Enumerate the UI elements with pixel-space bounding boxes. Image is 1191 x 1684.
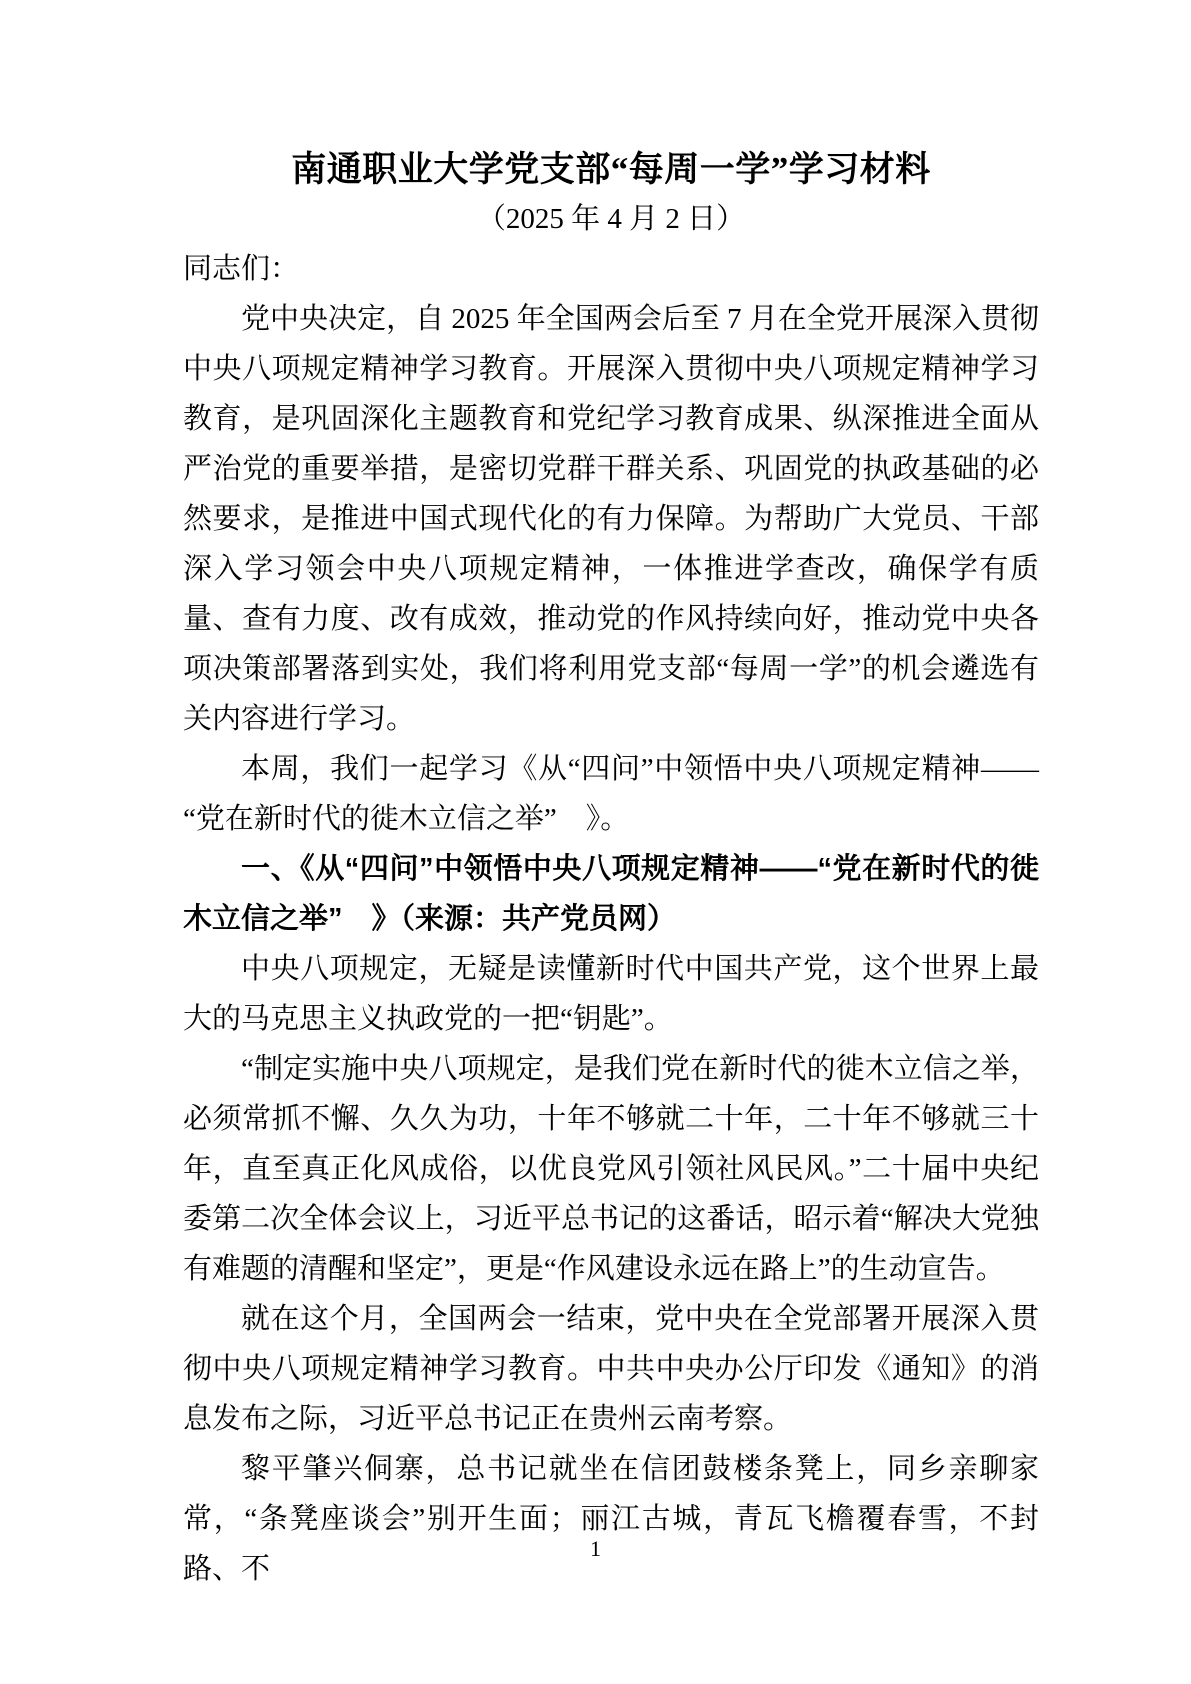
document-title: 南通职业大学党支部“每周一学”学习材料 [291, 150, 931, 189]
paragraph-quote: “制定实施中央八项规定，是我们党在新时代的徙木立信之举，必须常抓不懈、久久为功，十年不够就二十年，二十年不够就三十年，直至真正化风成俗，以优良党风引领社风民风。”二十届中央纪委第二次全体会议上，习近平总书记的这番话，昭示着“解决大党独有难题的清醒和坚定”，更是“作风建设永远在路上”的生动宣告。 [183, 1053, 1039, 1285]
salutation: 同志们： [183, 253, 300, 285]
page-number: 1 [590, 1536, 601, 1561]
paragraph-key: 中央八项规定，无疑是读懂新时代中国共产党，这个世界上最大的马克思主义执政党的一把“钥匙”。 [183, 953, 1039, 1035]
paragraph-intro: 党中央决定，自 2025 年全国两会后至 7 月在全党开展深入贯彻中央八项规定精神学习教育。开展深入贯彻中央八项规定精神学习教育，是巩固深化主题教育和党纪学习教育成果、纵深推进全面从严治党的重要举措，是密切党群干群关系、巩固党的执政基础的必然要求，是推进中国式现代化的有力保障。为帮助广大党员、干部深入学习领会中央八项规定精神，一体推进学查改，确保学有质量、查有力度、改有成效，推动党的作风持续向好，推动党中央各项决策部署落到实处，我们将利用党支部“每周一学”的机会遴选有关内容进行学习。 [183, 303, 1039, 735]
paragraph-this-week: 本周，我们一起学习《从“四问”中领悟中央八项规定精神——“党在新时代的徙木立信之举” 》。 [183, 753, 1039, 835]
document-date-line: （2025 年 4 月 2 日） [476, 203, 746, 235]
paragraph-this-month: 就在这个月，全国两会一结束，党中央在全党部署开展深入贯彻中央八项规定精神学习教育。中共中央办公厅印发《通知》的消息发布之际，习近平总书记正在贵州云南考察。 [183, 1303, 1039, 1435]
document-body [183, 146, 1039, 1594]
section-heading-1: 一、《从“四问”中领悟中央八项规定精神——“党在新时代的徙木立信之举” 》（来源：共产党员网） [183, 853, 1039, 935]
paragraph-inspection: 黎平肇兴侗寨，总书记就坐在信团鼓楼条凳上，同乡亲聊家常，“条凳座谈会”别开生面；丽江古城，青瓦飞檐覆春雪，不封路、不 [183, 1453, 1039, 1585]
